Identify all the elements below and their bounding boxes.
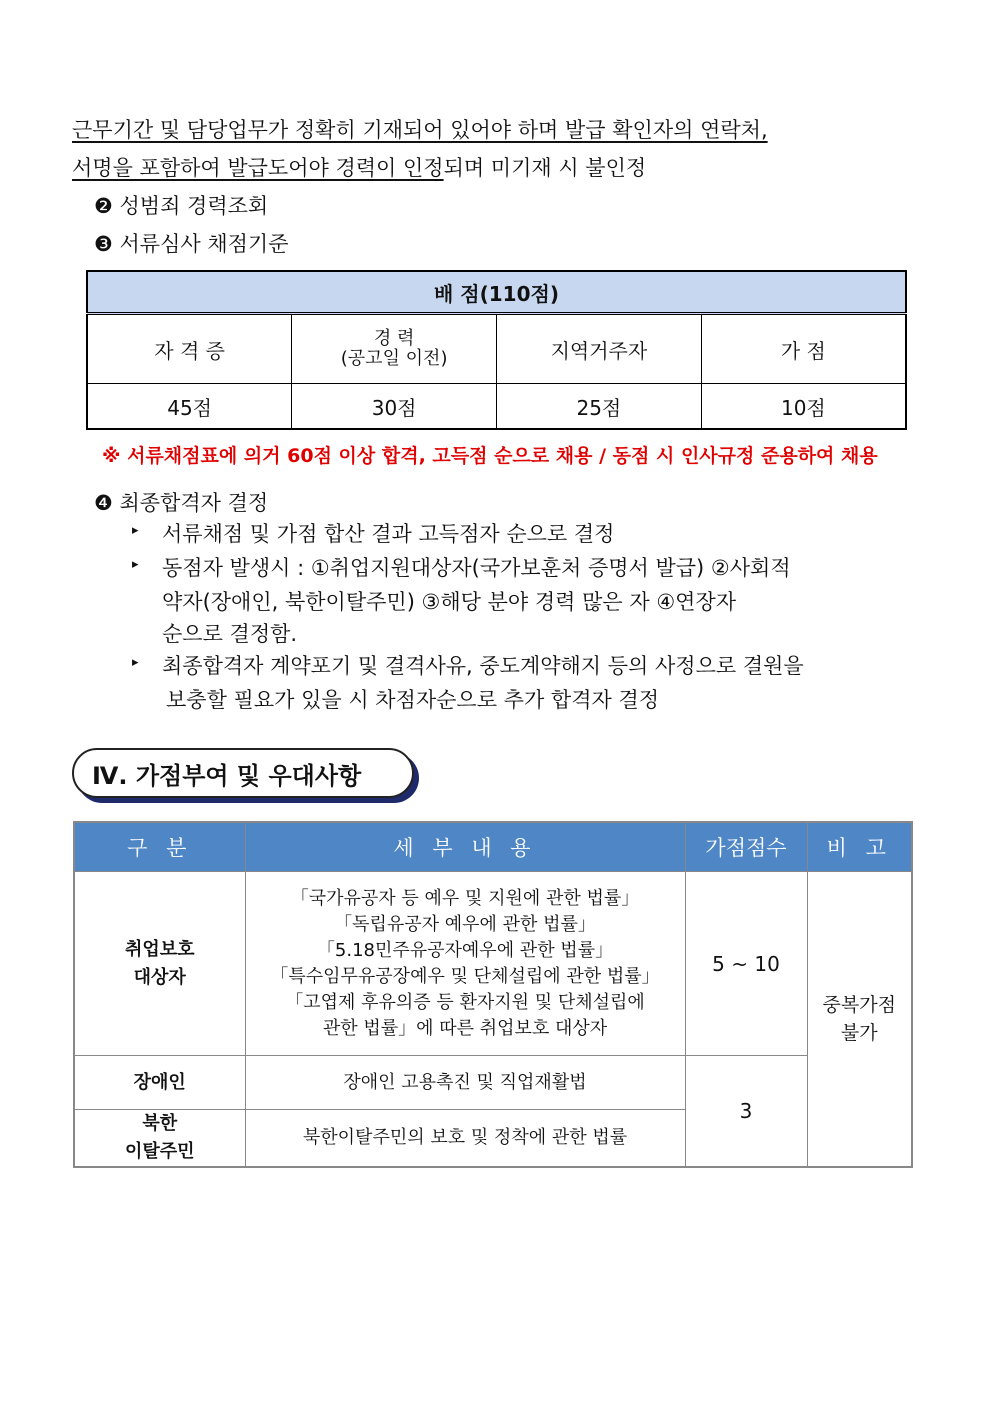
- bullet-1-icon: ▸: [132, 523, 139, 538]
- bonus-law-6: 관한 법률」에 따른 취업보호 대상자: [322, 1017, 608, 1039]
- score-value-bonus: 10점: [701, 384, 906, 430]
- bonus-header-points: 가점점수: [685, 822, 807, 872]
- bonus-row-2-detail: 장애인 고용촉진 및 직업재활법: [245, 1056, 685, 1110]
- bonus-table: [73, 821, 913, 1168]
- score-value-career: 30점: [292, 384, 497, 430]
- bonus-row-3-category: [74, 1110, 245, 1168]
- item-4: [94, 487, 268, 517]
- bonus-law-1: 「국가유공자 등 예우 및 지원에 관한 법률」: [290, 887, 640, 909]
- intro-line-2-underlined: 서명을 포함하여 발급도어야 경력이 인정: [72, 156, 444, 180]
- bonus-law-2: 「독립유공자 예우에 관한 법률」: [334, 913, 596, 935]
- bullet-3-line-2: 보충할 필요가 있을 시 차점자순으로 추가 합격자 결정: [166, 688, 660, 712]
- item-3: [94, 228, 288, 258]
- bonus-row-1-detail: [245, 872, 685, 1056]
- bullet-2-line-1: 동점자 발생시 : ①취업지원대상자(국가보훈처 증명서 발급) ②사회적: [162, 556, 791, 580]
- bonus-row-1-points: 5 ~ 10: [685, 872, 807, 1056]
- score-category-bonus: 가 점: [701, 314, 906, 384]
- bullet-3-icon: ▸: [132, 655, 139, 670]
- bonus-row-1-category-line-2: 대상자: [133, 966, 186, 988]
- bonus-law-3: 「5.18민주유공자예우에 관한 법률」: [316, 939, 614, 961]
- item-2-marker: ❷: [94, 194, 113, 218]
- bullet-2-line-3: 순으로 결정함.: [162, 622, 298, 646]
- bonus-row-3-category-line-2: 이탈주민: [124, 1141, 195, 1162]
- intro-line-1: 근무기간 및 담당업무가 정확히 기재되어 있어야 하며 발급 확인자의 연락처,: [72, 118, 768, 142]
- bonus-note-cell: [807, 872, 912, 1168]
- bonus-header-detail: 세 부 내 용: [245, 822, 685, 872]
- score-category-resident: 지역거주자: [497, 314, 702, 384]
- bonus-header-category: 구 분: [74, 822, 245, 872]
- intro-line-2: [72, 152, 646, 182]
- score-note: ※ 서류채점표에 의거 60점 이상 합격, 고득점 순으로 채용 / 동점 시 인사규정 준용하여 채용: [102, 445, 878, 467]
- item-4-marker: ❹: [94, 491, 113, 515]
- bonus-row-3-category-line-1: 북한: [142, 1113, 178, 1134]
- bullet-2-icon: ▸: [132, 557, 139, 572]
- bonus-row-1-category-line-1: 취업보호: [124, 938, 195, 960]
- bullet-2-line-2: 약자(장애인, 북한이탈주민) ③해당 분야 경력 많은 자 ④연장자: [162, 590, 737, 614]
- item-2-text: 성범죄 경력조회: [119, 194, 269, 218]
- score-category-license: 자 격 증: [87, 314, 292, 384]
- item-4-text: 최종합격자 결정: [119, 491, 269, 515]
- item-2: [94, 190, 268, 220]
- item-3-text: 서류심사 채점기준: [119, 232, 289, 256]
- score-category-career-sub: (공고일 이전): [340, 348, 448, 369]
- item-3-marker: ❸: [94, 232, 113, 256]
- bonus-note-line-2: 불가: [840, 1022, 878, 1044]
- bullet-3-line-1: 최종합격자 계약포기 및 결격사유, 중도계약해지 등의 사정으로 결원을: [162, 654, 804, 678]
- bonus-row-2-3-points: 3: [685, 1056, 807, 1168]
- score-value-license: 45점: [87, 384, 292, 430]
- score-category-career-label: 경 력: [373, 328, 415, 349]
- section-4-title: Ⅳ. 가점부여 및 우대사항: [72, 748, 414, 798]
- bonus-row-3-detail: 북한이탈주민의 보호 및 정착에 관한 법률: [245, 1110, 685, 1168]
- bonus-note-line-1: 중복가점: [822, 994, 896, 1016]
- bonus-row-2-category: 장애인: [74, 1056, 245, 1110]
- bullet-1-line-1: 서류채점 및 가점 합산 결과 고득점자 순으로 결정: [162, 522, 615, 546]
- bonus-header-note: 비 고: [807, 822, 912, 872]
- score-table: [86, 270, 907, 430]
- bonus-row-1-category: [74, 872, 245, 1056]
- score-category-career: [292, 314, 497, 384]
- score-table-header: 배 점(110점): [87, 271, 906, 314]
- intro-line-2-rest: 되며 미기재 시 불인정: [443, 156, 647, 180]
- bonus-law-5: 「고엽제 후유의증 등 환자지원 및 단체설립에: [285, 991, 645, 1013]
- score-value-resident: 25점: [497, 384, 702, 430]
- bonus-law-4: 「특수임무유공장예우 및 단체설립에 관한 법률」: [270, 965, 660, 987]
